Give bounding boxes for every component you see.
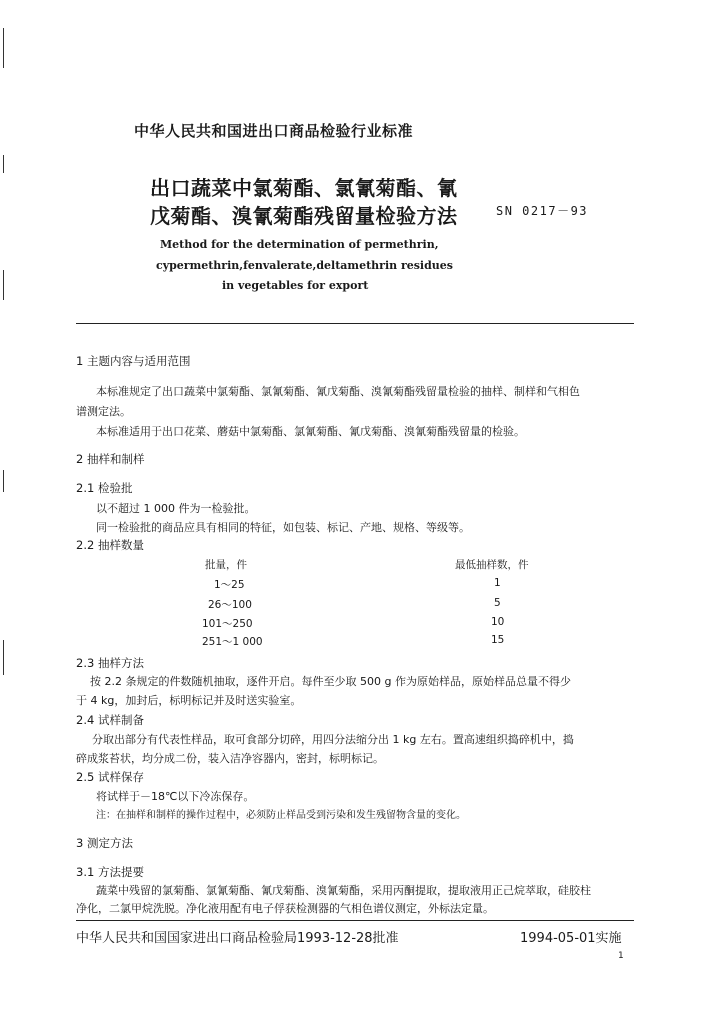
- section-2-1-heading: 2.1 检验批: [76, 481, 133, 495]
- title-en-line3: in vegetables for export: [222, 279, 369, 292]
- scan-edge-mark: [3, 155, 4, 173]
- title-zh-line1: 出口蔬菜中氯菊酯、氯氰菊酯、氰: [150, 176, 458, 200]
- title-divider: [76, 323, 634, 324]
- scan-edge-mark: [3, 270, 4, 300]
- section-2-3-heading: 2.3 抽样方法: [76, 656, 144, 670]
- section-3-heading: 3 测定方法: [76, 836, 133, 850]
- title-en-line1: Method for the determination of permethrin,: [160, 238, 439, 251]
- table-cell-lot: 251～1 000: [202, 636, 263, 648]
- scan-edge-mark: [3, 470, 4, 492]
- section-2-heading: 2 抽样和制样: [76, 452, 145, 466]
- table-header-lot-size: 批量，件: [205, 559, 247, 571]
- implementation-date: 1994-05-01实施: [520, 931, 622, 946]
- title-zh-line2: 戊菊酯、溴氰菊酯残留量检验方法: [150, 204, 458, 228]
- section-1-paragraph-1-line-1: 本标准规定了出口蔬菜中氯菊酯、氯氰菊酯、氰戊菊酯、溴氰菊酯残留量检验的抽样、制样和气相色: [96, 385, 580, 398]
- section-2-4-line-1: 分取出部分有代表性样品，取可食部分切碎，用四分法缩分出 1 kg 左右。置高速组织捣碎机中，捣: [92, 733, 574, 746]
- table-cell-min: 1: [494, 577, 501, 589]
- table-cell-min: 15: [491, 634, 505, 646]
- section-3-1-heading: 3.1 方法提要: [76, 865, 144, 879]
- section-2-2-heading: 2.2 抽样数量: [76, 538, 144, 552]
- section-3-1-line-2: 净化，二氯甲烷洗脱。净化液用配有电子俘获检测器的气相色谱仪测定，外标法定量。: [76, 902, 494, 915]
- table-cell-lot: 1～25: [214, 579, 245, 591]
- table-cell-lot: 101～250: [202, 618, 253, 630]
- page-number: 1: [618, 951, 624, 961]
- section-1-paragraph-1-line-2: 谱测定法。: [76, 405, 131, 418]
- section-2-4-line-2: 碎成浆苔状，均分成二份，装入洁净容器内，密封，标明标记。: [76, 752, 384, 765]
- scan-edge-mark: [3, 640, 4, 675]
- approval-statement: 中华人民共和国国家进出口商品检验局1993-12-28批准: [76, 931, 399, 946]
- scan-edge-mark: [3, 28, 4, 68]
- footer-divider: [76, 920, 634, 921]
- table-cell-lot: 26～100: [208, 599, 252, 611]
- section-1-paragraph-2: 本标准适用于出口花菜、蘑菇中氯菊酯、氯氰菊酯、氰戊菊酯、溴氰菊酯残留量的检验。: [96, 425, 525, 438]
- section-3-1-line-1: 蔬菜中残留的氯菊酯、氯氰菊酯、氰戊菊酯、溴氰菊酯，采用丙酮提取，提取液用正己烷萃取，硅胶柱: [96, 884, 591, 897]
- table-cell-min: 5: [494, 597, 501, 609]
- section-1-heading: 1 主题内容与适用范围: [76, 354, 191, 368]
- standard-code: SN 0217－93: [496, 204, 589, 218]
- section-2-5-heading: 2.5 试样保存: [76, 770, 144, 784]
- standard-category-header: 中华人民共和国进出口商品检验行业标准: [134, 122, 414, 140]
- title-en-line2: cypermethrin,fenvalerate,deltamethrin residues: [156, 259, 453, 272]
- section-2-1-paragraph-2: 同一检验批的商品应具有相同的特征，如包装、标记、产地、规格、等级等。: [96, 521, 470, 534]
- table-header-min-samples: 最低抽样数，件: [455, 559, 529, 571]
- section-2-3-line-2: 于 4 kg，加封后，标明标记并及时送实验室。: [76, 694, 302, 707]
- section-2-5-note: 注：在抽样和制样的操作过程中，必须防止样品受到污染和发生残留物含量的变化。: [96, 810, 466, 821]
- section-2-5-paragraph: 将试样于－18℃以下冷冻保存。: [96, 790, 255, 803]
- section-2-4-heading: 2.4 试样制备: [76, 713, 144, 727]
- section-2-1-paragraph-1: 以不超过 1 000 件为一检验批。: [96, 502, 256, 515]
- table-cell-min: 10: [491, 616, 505, 628]
- section-2-3-line-1: 按 2.2 条规定的件数随机抽取，逐件开启。每件至少取 500 g 作为原始样品，原始样品总量不得少: [90, 675, 571, 688]
